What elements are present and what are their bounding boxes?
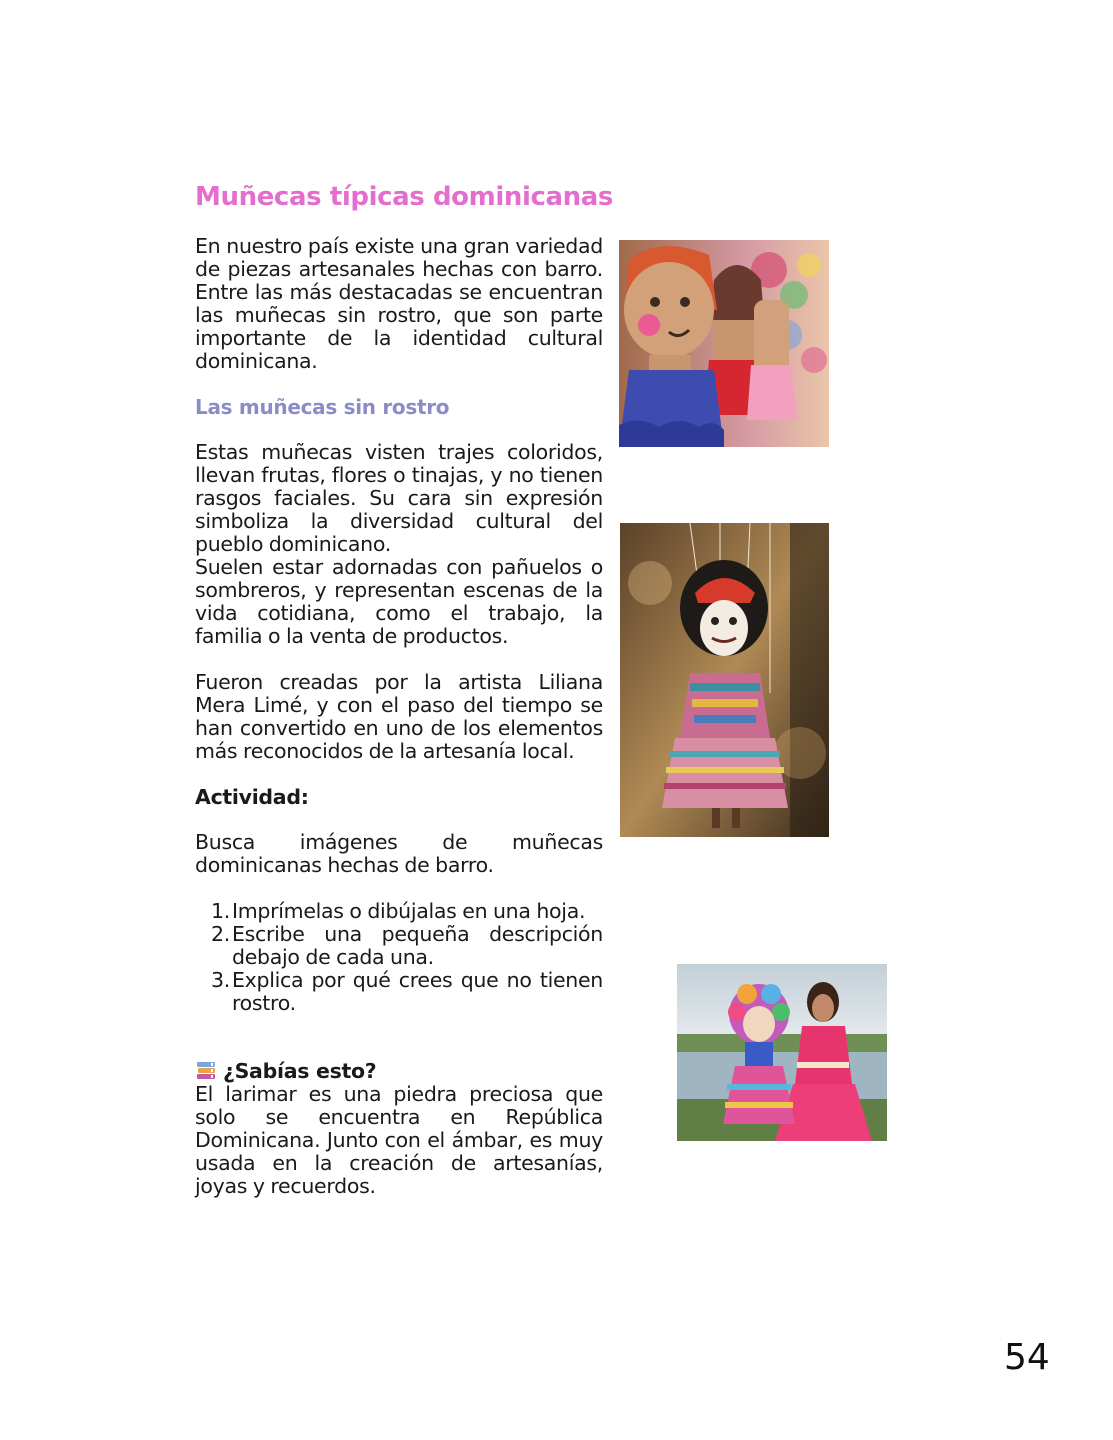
activity-steps bbox=[195, 900, 603, 1015]
page-title: Muñecas típicas dominicanas bbox=[195, 182, 613, 212]
activity-heading: Actividad: bbox=[195, 785, 309, 809]
step-number: 3. bbox=[211, 968, 230, 992]
main-column bbox=[195, 180, 613, 1198]
intro-paragraph: En nuestro país existe una gran variedad de piezas artesanales hechas con barro. Entre las más destacadas se encuentran las muñecas sin rostro, que son parte importante de la identidad cultural dominicana. bbox=[195, 234, 603, 373]
woman-with-doll-photo bbox=[677, 964, 887, 1141]
list-item bbox=[195, 923, 603, 969]
step-text: Escribe una pequeña descripción debajo de cada una. bbox=[232, 922, 603, 969]
fact-title: ¿Sabías esto? bbox=[223, 1059, 377, 1083]
fact-paragraph: El larimar es una piedra preciosa que solo se encuentra en República Dominicana. Junto con el ámbar, es muy usada en la creación de artesanías, joyas y recuerdos. bbox=[195, 1082, 603, 1198]
origin-paragraph: Fueron creadas por la artista Liliana Mera Limé, y con el paso del tiempo se han convertido en uno de los elementos más reconocidos de la artesanía local. bbox=[195, 670, 603, 763]
marionette-photo bbox=[620, 523, 829, 837]
page-number: 54 bbox=[1004, 1337, 1050, 1378]
list-item bbox=[195, 969, 603, 1015]
step-text: Explica por qué crees que no tienen rostro. bbox=[232, 968, 603, 1015]
section-subtitle: Las muñecas sin rostro bbox=[195, 395, 450, 419]
step-number: 2. bbox=[211, 922, 230, 946]
step-number: 1. bbox=[211, 899, 230, 923]
books-icon bbox=[195, 1060, 217, 1082]
list-item bbox=[195, 900, 603, 923]
step-text: Imprímelas o dibújalas en una hoja. bbox=[232, 899, 586, 923]
crochet-dolls-photo bbox=[619, 240, 829, 447]
description-paragraph: Estas muñecas visten trajes coloridos, llevan frutas, flores o tinajas, y no tienen rasgos faciales. Su cara sin expresión simboliza la diversidad cultural del pueblo dominicano. bbox=[195, 440, 603, 556]
fact-heading bbox=[195, 1059, 603, 1083]
activity-instruction: Busca imágenes de muñecas dominicanas hechas de barro. bbox=[195, 830, 603, 877]
adornments-paragraph: Suelen estar adornadas con pañuelos o sombreros, y representan escenas de la vida cotidiana, como el trabajo, la familia o la venta de productos. bbox=[195, 555, 603, 648]
